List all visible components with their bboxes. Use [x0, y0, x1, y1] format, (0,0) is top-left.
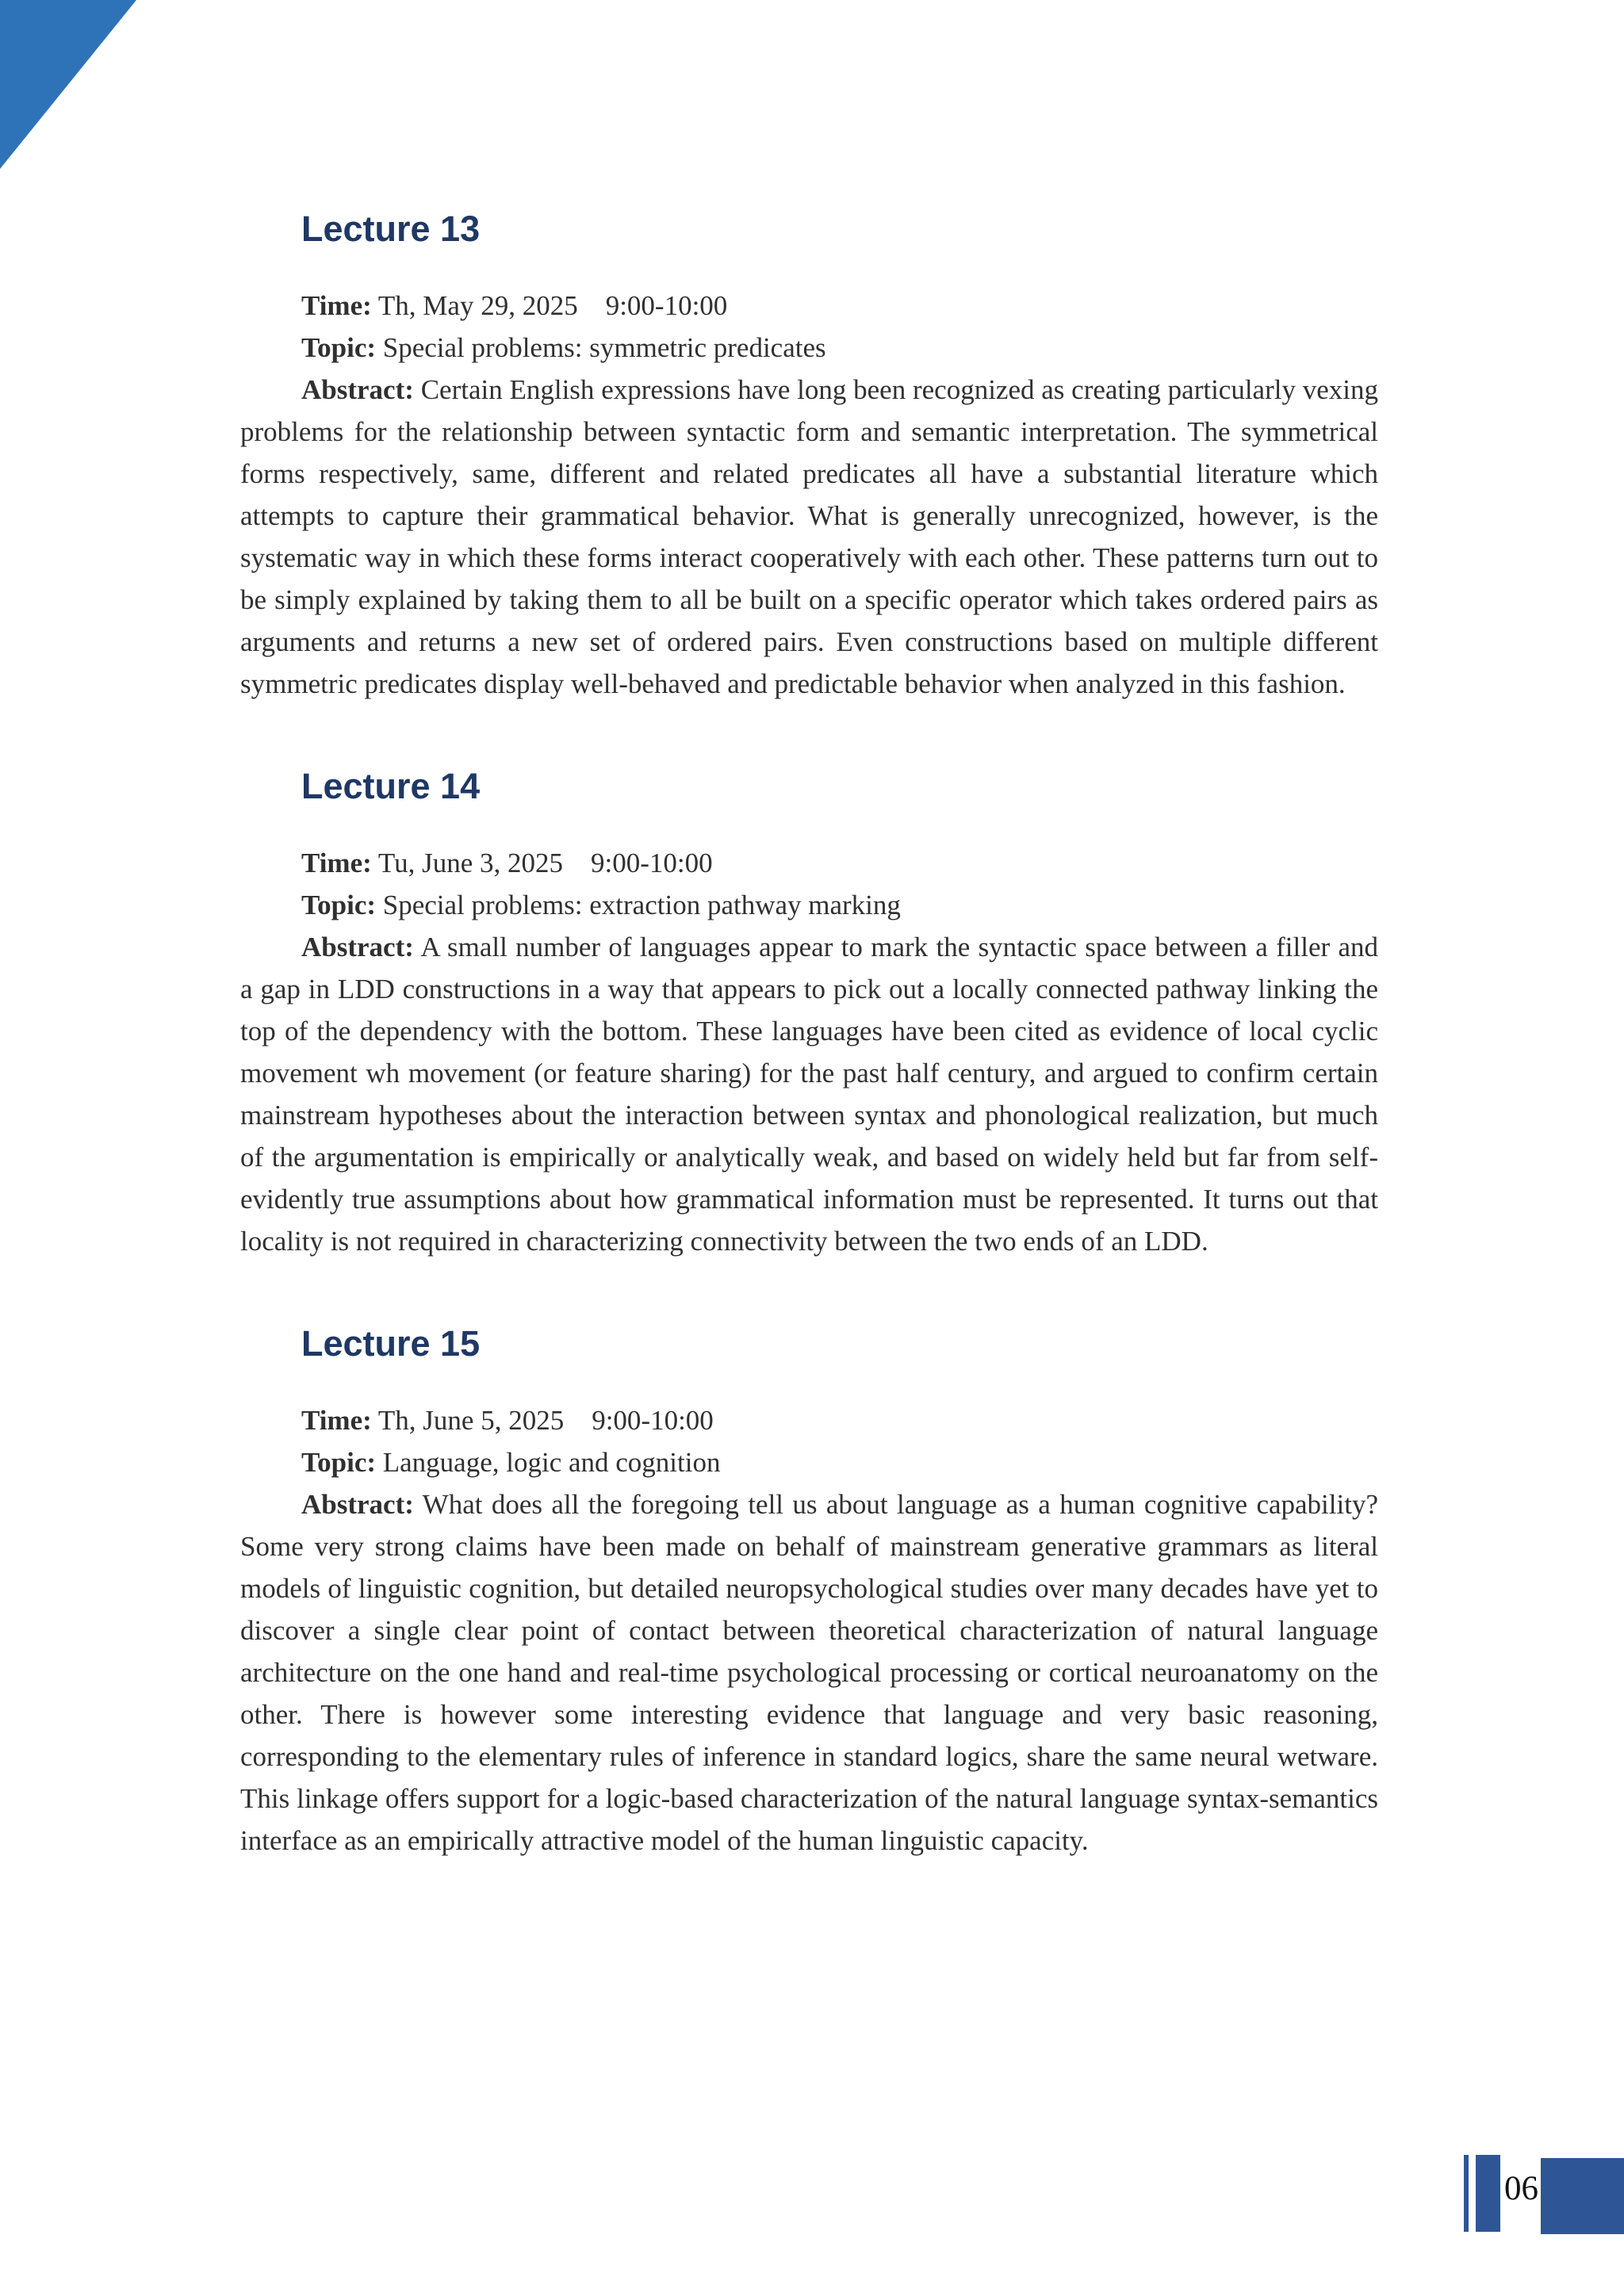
- footer-wide-bar: [1476, 2155, 1500, 2232]
- abstract-label: Abstract:: [301, 374, 414, 405]
- time-label: Time:: [301, 1405, 372, 1436]
- time-value: Th, June 5, 2025 9:00-10:00: [377, 1405, 714, 1436]
- lecture-topic-row: [240, 1441, 1378, 1483]
- lecture-title: Lecture 14: [301, 766, 481, 806]
- time-label: Time:: [301, 290, 372, 321]
- lecture-title: Lecture 15: [301, 1323, 481, 1364]
- lecture-abstract: [240, 369, 1378, 705]
- lecture-list: [240, 207, 1378, 1921]
- abstract-label: Abstract:: [301, 1489, 414, 1520]
- lecture-abstract: [240, 1483, 1378, 1862]
- lecture-title: Lecture 13: [301, 209, 481, 249]
- lecture-section-13: [240, 207, 1378, 705]
- topic-value: Special problems: extraction pathway marking: [382, 890, 901, 920]
- lecture-section-15: [240, 1322, 1378, 1862]
- page-number: 06: [1504, 2170, 1538, 2207]
- corner-triangle-decoration: [0, 0, 136, 169]
- time-label: Time:: [301, 848, 372, 878]
- topic-value: Language, logic and cognition: [382, 1447, 721, 1478]
- abstract-text: A small number of languages appear to mark the syntactic space between a filler and a gap in LDD constructions in a way that appears to pick out a locally connected pathway linking the top of the dependency with the bottom. These languages have been cited as evidence of local cyclic movement wh movement (or feature sharing) for the past half century, and argued to confirm certain mainstream hypotheses about the interaction between syntax and phonological realization, but much of the argumentation is empirically or analytically weak, and based on widely held but far from self-evidently true assumptions about how grammatical information must be represented. It turns out that locality is not required in characterizing connectivity between the two ends of an LDD.: [240, 932, 1378, 1257]
- lecture-topic-row: [240, 327, 1378, 369]
- footer-corner-block: [1541, 2158, 1624, 2234]
- footer-thin-bar: [1464, 2155, 1469, 2232]
- lecture-time-row: [240, 842, 1378, 884]
- lecture-time-row: [240, 1399, 1378, 1441]
- topic-label: Topic:: [301, 1447, 377, 1478]
- abstract-label: Abstract:: [301, 932, 414, 962]
- topic-label: Topic:: [301, 890, 377, 920]
- topic-label: Topic:: [301, 332, 377, 363]
- lecture-section-14: [240, 764, 1378, 1262]
- time-value: Th, May 29, 2025 9:00-10:00: [377, 290, 728, 321]
- abstract-text: What does all the foregoing tell us about language as a human cognitive capability? Some very strong claims have been made on behalf of mainstream generative grammars as literal models of linguistic cognition, but detailed neuropsychological studies over many decades have yet to discover a single clear point of contact between theoretical characterization of natural language architecture on the one hand and real-time psychological processing or cortical neuroanatomy on the other. There is however some interesting evidence that language and very basic reasoning, corresponding to the elementary rules of inference in standard logics, share the same neural wetware. This linkage offers support for a logic-based characterization of the natural language syntax-semantics interface as an empirically attractive model of the human linguistic capacity.: [240, 1489, 1378, 1856]
- lecture-topic-row: [240, 884, 1378, 926]
- time-value: Tu, June 3, 2025 9:00-10:00: [377, 848, 713, 878]
- lecture-time-row: [240, 285, 1378, 327]
- topic-value: Special problems: symmetric predicates: [382, 332, 826, 363]
- abstract-text: Certain English expressions have long been recognized as creating particularly vexing problems for the relationship between syntactic form and semantic interpretation. The symmetrical forms respectively, same, different and related predicates all have a substantial literature which attempts to capture their grammatical behavior. What is generally unrecognized, however, is the systematic way in which these forms interact cooperatively with each other. These patterns turn out to be simply explained by taking them to all be built on a specific operator which takes ordered pairs as arguments and returns a new set of ordered pairs. Even constructions based on multiple different symmetric predicates display well-behaved and predictable behavior when analyzed in this fashion.: [240, 374, 1379, 699]
- lecture-abstract: [240, 926, 1378, 1262]
